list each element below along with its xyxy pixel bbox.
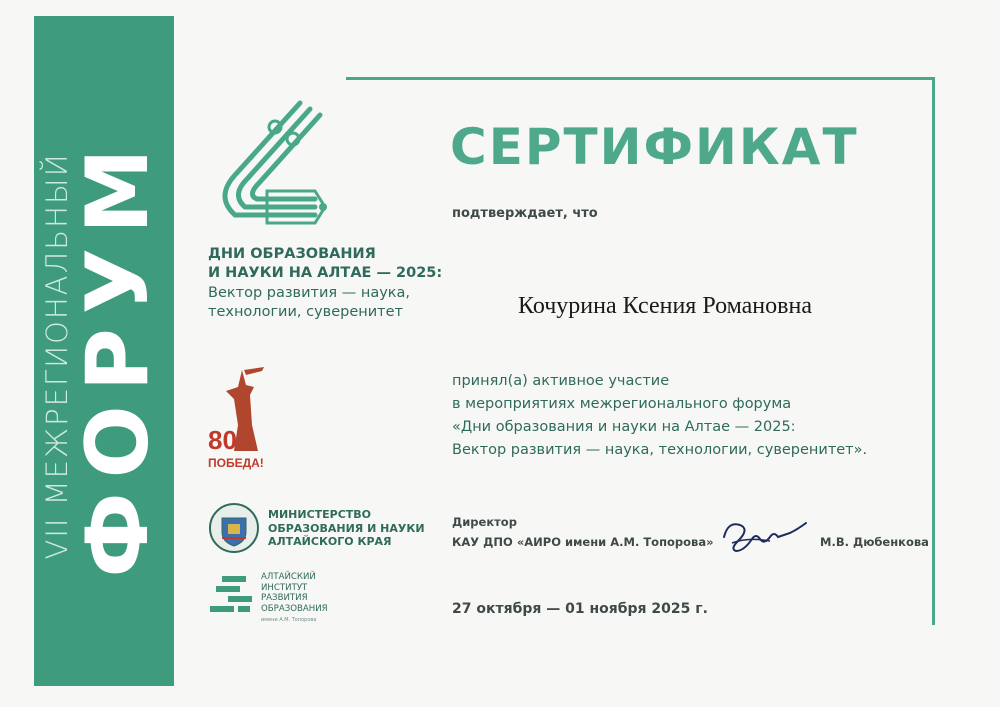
director-title: Директор xyxy=(452,515,517,529)
participation-text xyxy=(452,370,932,462)
victory-80-icon xyxy=(204,365,274,475)
recipient-name: Кочурина Ксения Романовна xyxy=(518,293,812,319)
forum-subtitle-line1: Вектор развития — наука, xyxy=(208,285,411,301)
forum-title-line1: ДНИ ОБРАЗОВАНИЯ xyxy=(208,246,376,262)
airo-line1: АЛТАЙСКИЙ xyxy=(261,572,316,582)
forum-band xyxy=(34,16,174,686)
frame-top-line xyxy=(346,77,935,80)
airo-line5: имени А.М. Топорова xyxy=(261,617,317,623)
forum-logo-title xyxy=(208,245,448,283)
ministry-line3: АЛТАЙСКОГО КРАЯ xyxy=(268,535,392,548)
director-organization: КАУ ДПО «АИРО имени А.М. Топорова» xyxy=(452,535,714,549)
ministry-line1: МИНИСТЕРСТВО xyxy=(268,508,372,521)
victory-word: ПОБЕДА! xyxy=(208,456,264,470)
band-big-text: ФОРУМ xyxy=(68,134,168,578)
airo-name xyxy=(261,572,381,626)
event-dates: 27 октября — 01 ноября 2025 г. xyxy=(452,601,708,617)
forum-logo-subtitle xyxy=(208,284,448,322)
frame-right-line xyxy=(932,77,935,625)
certificate-title: СЕРТИФИКАТ xyxy=(450,118,859,176)
participation-line3: «Дни образования и науки на Алтае — 2025: xyxy=(452,419,796,435)
airo-line3: РАЗВИТИЯ xyxy=(261,593,308,603)
band-text xyxy=(40,36,168,676)
participation-line4: Вектор развития — наука, технологии, суверенитет». xyxy=(452,442,868,458)
airo-line2: ИНСТИТУТ xyxy=(261,582,308,593)
signature-icon xyxy=(718,515,813,557)
director-name: М.В. Дюбенкова xyxy=(820,535,929,549)
ministry-name xyxy=(268,508,448,549)
participation-line1: принял(а) активное участие xyxy=(452,373,670,389)
forum-subtitle-line2: технологии, суверенитет xyxy=(208,304,403,320)
forum-logo-icon xyxy=(205,95,335,240)
airo-logo-icon xyxy=(208,572,256,620)
band-small-text: VII МЕЖРЕГИОНАЛЬНЫЙ xyxy=(40,152,74,560)
forum-title-line2: И НАУКИ НА АЛТАЕ — 2025: xyxy=(208,265,443,281)
altai-emblem-icon xyxy=(208,502,260,554)
airo-line4: ОБРАЗОВАНИЯ xyxy=(261,603,328,614)
participation-line2: в мероприятиях межрегионального форума xyxy=(452,396,792,412)
ministry-line2: ОБРАЗОВАНИЯ И НАУКИ xyxy=(268,521,425,535)
victory-number: 80 xyxy=(208,425,237,455)
confirms-text: подтверждает, что xyxy=(452,206,598,221)
